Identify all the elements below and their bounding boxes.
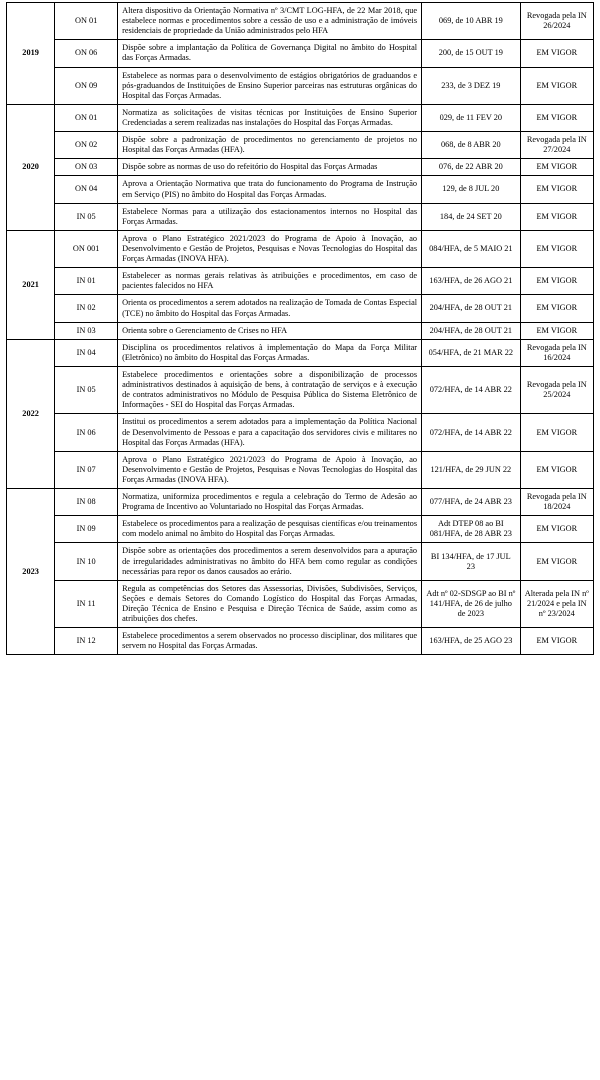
status-cell: EM VIGOR <box>520 159 593 176</box>
publication-cell: 204/HFA, de 28 OUT 21 <box>422 322 521 339</box>
norm-code-cell: IN 09 <box>55 516 118 543</box>
publication-cell: 084/HFA, de 5 MAIO 21 <box>422 230 521 267</box>
publication-cell: BI 134/HFA, de 17 JUL 23 <box>422 543 521 580</box>
norm-description-cell: Normatiza, uniformiza procedimentos e regula a celebração do Termo de Adesão ao Programa de Incentivo ao Voluntariado no Hospital das Forças Armadas. <box>118 489 422 516</box>
table-row <box>7 268 594 295</box>
norm-code-cell: IN 01 <box>55 268 118 295</box>
norm-code-cell: IN 08 <box>55 489 118 516</box>
table-row <box>7 176 594 203</box>
publication-cell: 163/HFA, de 25 AGO 23 <box>422 628 521 655</box>
publication-cell: Adt nº 02-SDSGP ao BI nº 141/HFA, de 26 de julho de 2023 <box>422 580 521 627</box>
publication-cell: 129, de 8 JUL 20 <box>422 176 521 203</box>
status-cell: EM VIGOR <box>520 451 593 488</box>
norm-code-cell: ON 01 <box>55 3 118 40</box>
status-cell: Revogada pela IN 26/2024 <box>520 3 593 40</box>
norm-description-cell: Aprova o Plano Estratégico 2021/2023 do Programa de Apoio à Inovação, ao Desenvolvimento e Gestão de Projetos, Pesquisas e Novas Tecnologias do Hospital das Forças Armadas (INOVA HFA). <box>118 230 422 267</box>
table-row <box>7 322 594 339</box>
status-cell: EM VIGOR <box>520 203 593 230</box>
publication-cell: 121/HFA, de 29 JUN 22 <box>422 451 521 488</box>
status-cell: EM VIGOR <box>520 230 593 267</box>
norm-code-cell: ON 03 <box>55 159 118 176</box>
publication-cell: 163/HFA, de 26 AGO 21 <box>422 268 521 295</box>
table-row <box>7 295 594 322</box>
norm-description-cell: Aprova o Plano Estratégico 2021/2023 do Programa de Apoio à Inovação, ao Desenvolvimento e Gestão de Projetos, Pesquisas e Novas Tecnologias do Hospital das Forças Armadas (INOVA HFA). <box>118 451 422 488</box>
table-row <box>7 67 594 104</box>
publication-cell: 200, de 15 OUT 19 <box>422 40 521 67</box>
norm-description-cell: Estabelece procedimentos e orientações sobre a disponibilização de processos administrativos destinados à aquisição de bens, à contratação de serviços e à execução de contratos administrativos no Módulo de Pesquisa Pública do Sistema Eletrônico de Informações - SEI do Hospital das Forças Armadas. <box>118 366 422 413</box>
norm-code-cell: IN 05 <box>55 203 118 230</box>
norm-code-cell: IN 12 <box>55 628 118 655</box>
table-row <box>7 580 594 627</box>
norm-description-cell: Estabelece procedimentos a serem observados no processo disciplinar, dos militares que servem no Hospital das Forças Armadas. <box>118 628 422 655</box>
norm-code-cell: ON 04 <box>55 176 118 203</box>
status-cell: EM VIGOR <box>520 176 593 203</box>
norm-description-cell: Estabelece as normas para o desenvolvimento de estágios obrigatórios de graduandos e pós-graduandos de Instituições de Ensino Superior parceiras nas estruturas orgânicas do Hospital das Forças Armadas. <box>118 67 422 104</box>
table-row <box>7 339 594 366</box>
year-cell: 2022 <box>7 339 55 488</box>
status-cell: EM VIGOR <box>520 268 593 295</box>
norm-code-cell: IN 02 <box>55 295 118 322</box>
status-cell: EM VIGOR <box>520 295 593 322</box>
status-cell: Alterada pela IN nº 21/2024 e pela IN nº 23/2024 <box>520 580 593 627</box>
publication-cell: 069, de 10 ABR 19 <box>422 3 521 40</box>
status-cell: Revogada pela IN 27/2024 <box>520 132 593 159</box>
norm-description-cell: Dispõe sobre a padronização de procedimentos no gerenciamento de projetos no Hospital das Forças Armadas (HFA). <box>118 132 422 159</box>
table-row <box>7 40 594 67</box>
norm-code-cell: ON 06 <box>55 40 118 67</box>
norm-description-cell: Estabelece os procedimentos para a realização de pesquisas científicas e/ou treinamentos com modelo animal no âmbito do Hospital das Forças Armadas. <box>118 516 422 543</box>
publication-cell: 077/HFA, de 24 ABR 23 <box>422 489 521 516</box>
table-row <box>7 628 594 655</box>
norms-table-body <box>7 3 594 655</box>
table-row <box>7 451 594 488</box>
publication-cell: Adt DTEP 08 ao BI 081/HFA, de 28 ABR 23 <box>422 516 521 543</box>
table-row <box>7 132 594 159</box>
norm-code-cell: IN 11 <box>55 580 118 627</box>
status-cell: EM VIGOR <box>520 67 593 104</box>
status-cell: EM VIGOR <box>520 516 593 543</box>
year-cell: 2023 <box>7 489 55 655</box>
norm-code-cell: ON 001 <box>55 230 118 267</box>
status-cell: EM VIGOR <box>520 104 593 131</box>
year-cell: 2020 <box>7 104 55 230</box>
publication-cell: 054/HFA, de 21 MAR 22 <box>422 339 521 366</box>
year-cell: 2019 <box>7 3 55 105</box>
publication-cell: 184, de 24 SET 20 <box>422 203 521 230</box>
norm-code-cell: IN 10 <box>55 543 118 580</box>
table-row <box>7 516 594 543</box>
norm-code-cell: ON 02 <box>55 132 118 159</box>
norm-description-cell: Estabelecer as normas gerais relativas às atribuições e procedimentos, em caso de pacientes falecidos no HFA <box>118 268 422 295</box>
norm-description-cell: Institui os procedimentos a serem adotados para a implementação da Política Nacional de Desenvolvimento de Pessoas e para a capacitação dos servidores civis e militares no Hospital das Forças Armadas (HFA). <box>118 414 422 451</box>
status-cell: Revogada pela IN 25/2024 <box>520 366 593 413</box>
norm-code-cell: IN 07 <box>55 451 118 488</box>
year-cell: 2021 <box>7 230 55 339</box>
norm-description-cell: Dispõe sobre as normas de uso do refeitório do Hospital das Forças Armadas <box>118 159 422 176</box>
table-row <box>7 3 594 40</box>
norms-table <box>6 2 594 655</box>
status-cell: Revogada pela IN 18/2024 <box>520 489 593 516</box>
norm-code-cell: IN 04 <box>55 339 118 366</box>
publication-cell: 072/HFA, de 14 ABR 22 <box>422 414 521 451</box>
norm-description-cell: Orienta os procedimentos a serem adotados na realização de Tomada de Contas Especial (TCE) no âmbito do Hospital das Forças Armadas. <box>118 295 422 322</box>
table-row <box>7 366 594 413</box>
table-row <box>7 203 594 230</box>
norm-code-cell: ON 01 <box>55 104 118 131</box>
publication-cell: 029, de 11 FEV 20 <box>422 104 521 131</box>
norm-description-cell: Normatiza as solicitações de visitas técnicas por Instituições de Ensino Superior Credenciadas a serem realizadas nas instalações do Hospital das Forças Armadas. <box>118 104 422 131</box>
norm-description-cell: Dispõe sobre as orientações dos procedimentos a serem desenvolvidos para a apuração de irregularidades administrativas no âmbito do HFA bem como regular as condições necessárias para repor os danos causados ao erário. <box>118 543 422 580</box>
publication-cell: 076, de 22 ABR 20 <box>422 159 521 176</box>
norm-description-cell: Estabelece Normas para a utilização dos estacionamentos internos no Hospital das Forças Armadas. <box>118 203 422 230</box>
norm-code-cell: ON 09 <box>55 67 118 104</box>
norm-description-cell: Regula as competências dos Setores das Assessorias, Divisões, Subdivisões, Serviços, Seções e demais Setores do Comando Logístico do Hospital das Forças Armadas, Direção Técnica de Ensino e Pesquisa e Direção Técnica de Saúde, assim como as atribuições dos chefes. <box>118 580 422 627</box>
publication-cell: 068, de 8 ABR 20 <box>422 132 521 159</box>
table-row <box>7 104 594 131</box>
table-row <box>7 489 594 516</box>
table-row <box>7 414 594 451</box>
publication-cell: 204/HFA, de 28 OUT 21 <box>422 295 521 322</box>
norm-description-cell: Disciplina os procedimentos relativos à implementação do Mapa da Força Militar (Eletrônico) no âmbito do Hospital das Forças Armadas. <box>118 339 422 366</box>
norm-description-cell: Orienta sobre o Gerenciamento de Crises no HFA <box>118 322 422 339</box>
norm-description-cell: Altera dispositivo da Orientação Normativa nº 3/CMT LOG-HFA, de 22 Mar 2018, que estabelece normas e procedimentos sobre a cessão de uso e a administração de imóveis residenciais de propriedade da União administrados pelo HFA <box>118 3 422 40</box>
table-row <box>7 159 594 176</box>
publication-cell: 072/HFA, de 14 ABR 22 <box>422 366 521 413</box>
norm-description-cell: Dispõe sobre a implantação da Política de Governança Digital no âmbito do Hospital das Forças Armadas. <box>118 40 422 67</box>
status-cell: EM VIGOR <box>520 543 593 580</box>
publication-cell: 233, de 3 DEZ 19 <box>422 67 521 104</box>
norm-description-cell: Aprova a Orientação Normativa que trata do funcionamento do Programa de Instrução em Serviço (PIS) no âmbito do Hospital das Forças Armadas. <box>118 176 422 203</box>
status-cell: EM VIGOR <box>520 40 593 67</box>
status-cell: Revogada pela IN 16/2024 <box>520 339 593 366</box>
status-cell: EM VIGOR <box>520 322 593 339</box>
norm-code-cell: IN 03 <box>55 322 118 339</box>
status-cell: EM VIGOR <box>520 414 593 451</box>
norm-code-cell: IN 05 <box>55 366 118 413</box>
status-cell: EM VIGOR <box>520 628 593 655</box>
table-row <box>7 543 594 580</box>
table-row <box>7 230 594 267</box>
norm-code-cell: IN 06 <box>55 414 118 451</box>
